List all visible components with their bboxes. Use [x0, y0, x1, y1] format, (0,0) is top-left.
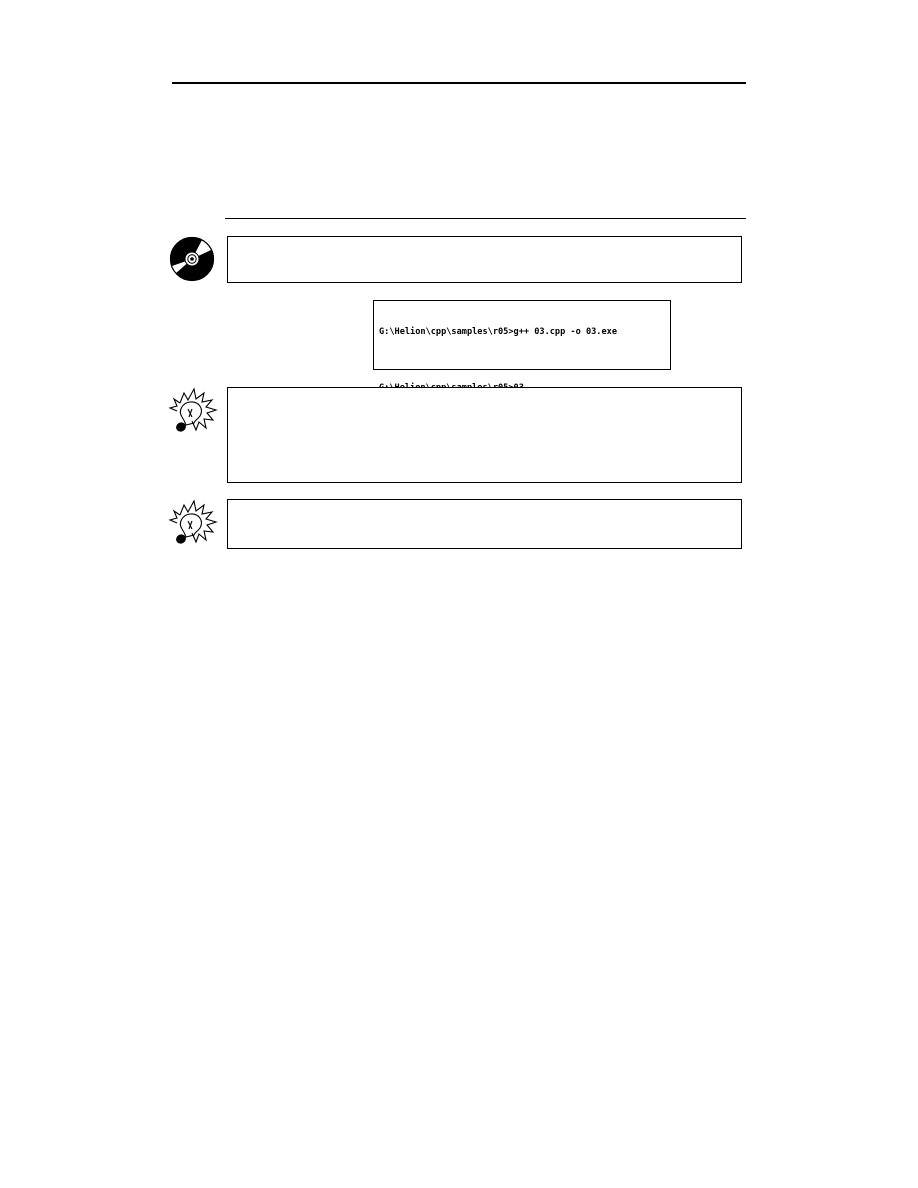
section-divider	[225, 218, 746, 219]
lightbulb-tip-icon	[168, 499, 218, 547]
lightbulb-tip-icon	[168, 387, 218, 435]
console-output	[373, 300, 671, 370]
tip-note-box	[227, 499, 742, 549]
page-header-rule	[172, 82, 746, 84]
tip-note-box	[227, 387, 742, 483]
console-line: G:\Helion\cpp\samples\r05>g++ 03.cpp -o 03.exe	[379, 326, 617, 337]
cd-note-box	[227, 236, 742, 283]
cd-disc-icon	[169, 236, 215, 282]
